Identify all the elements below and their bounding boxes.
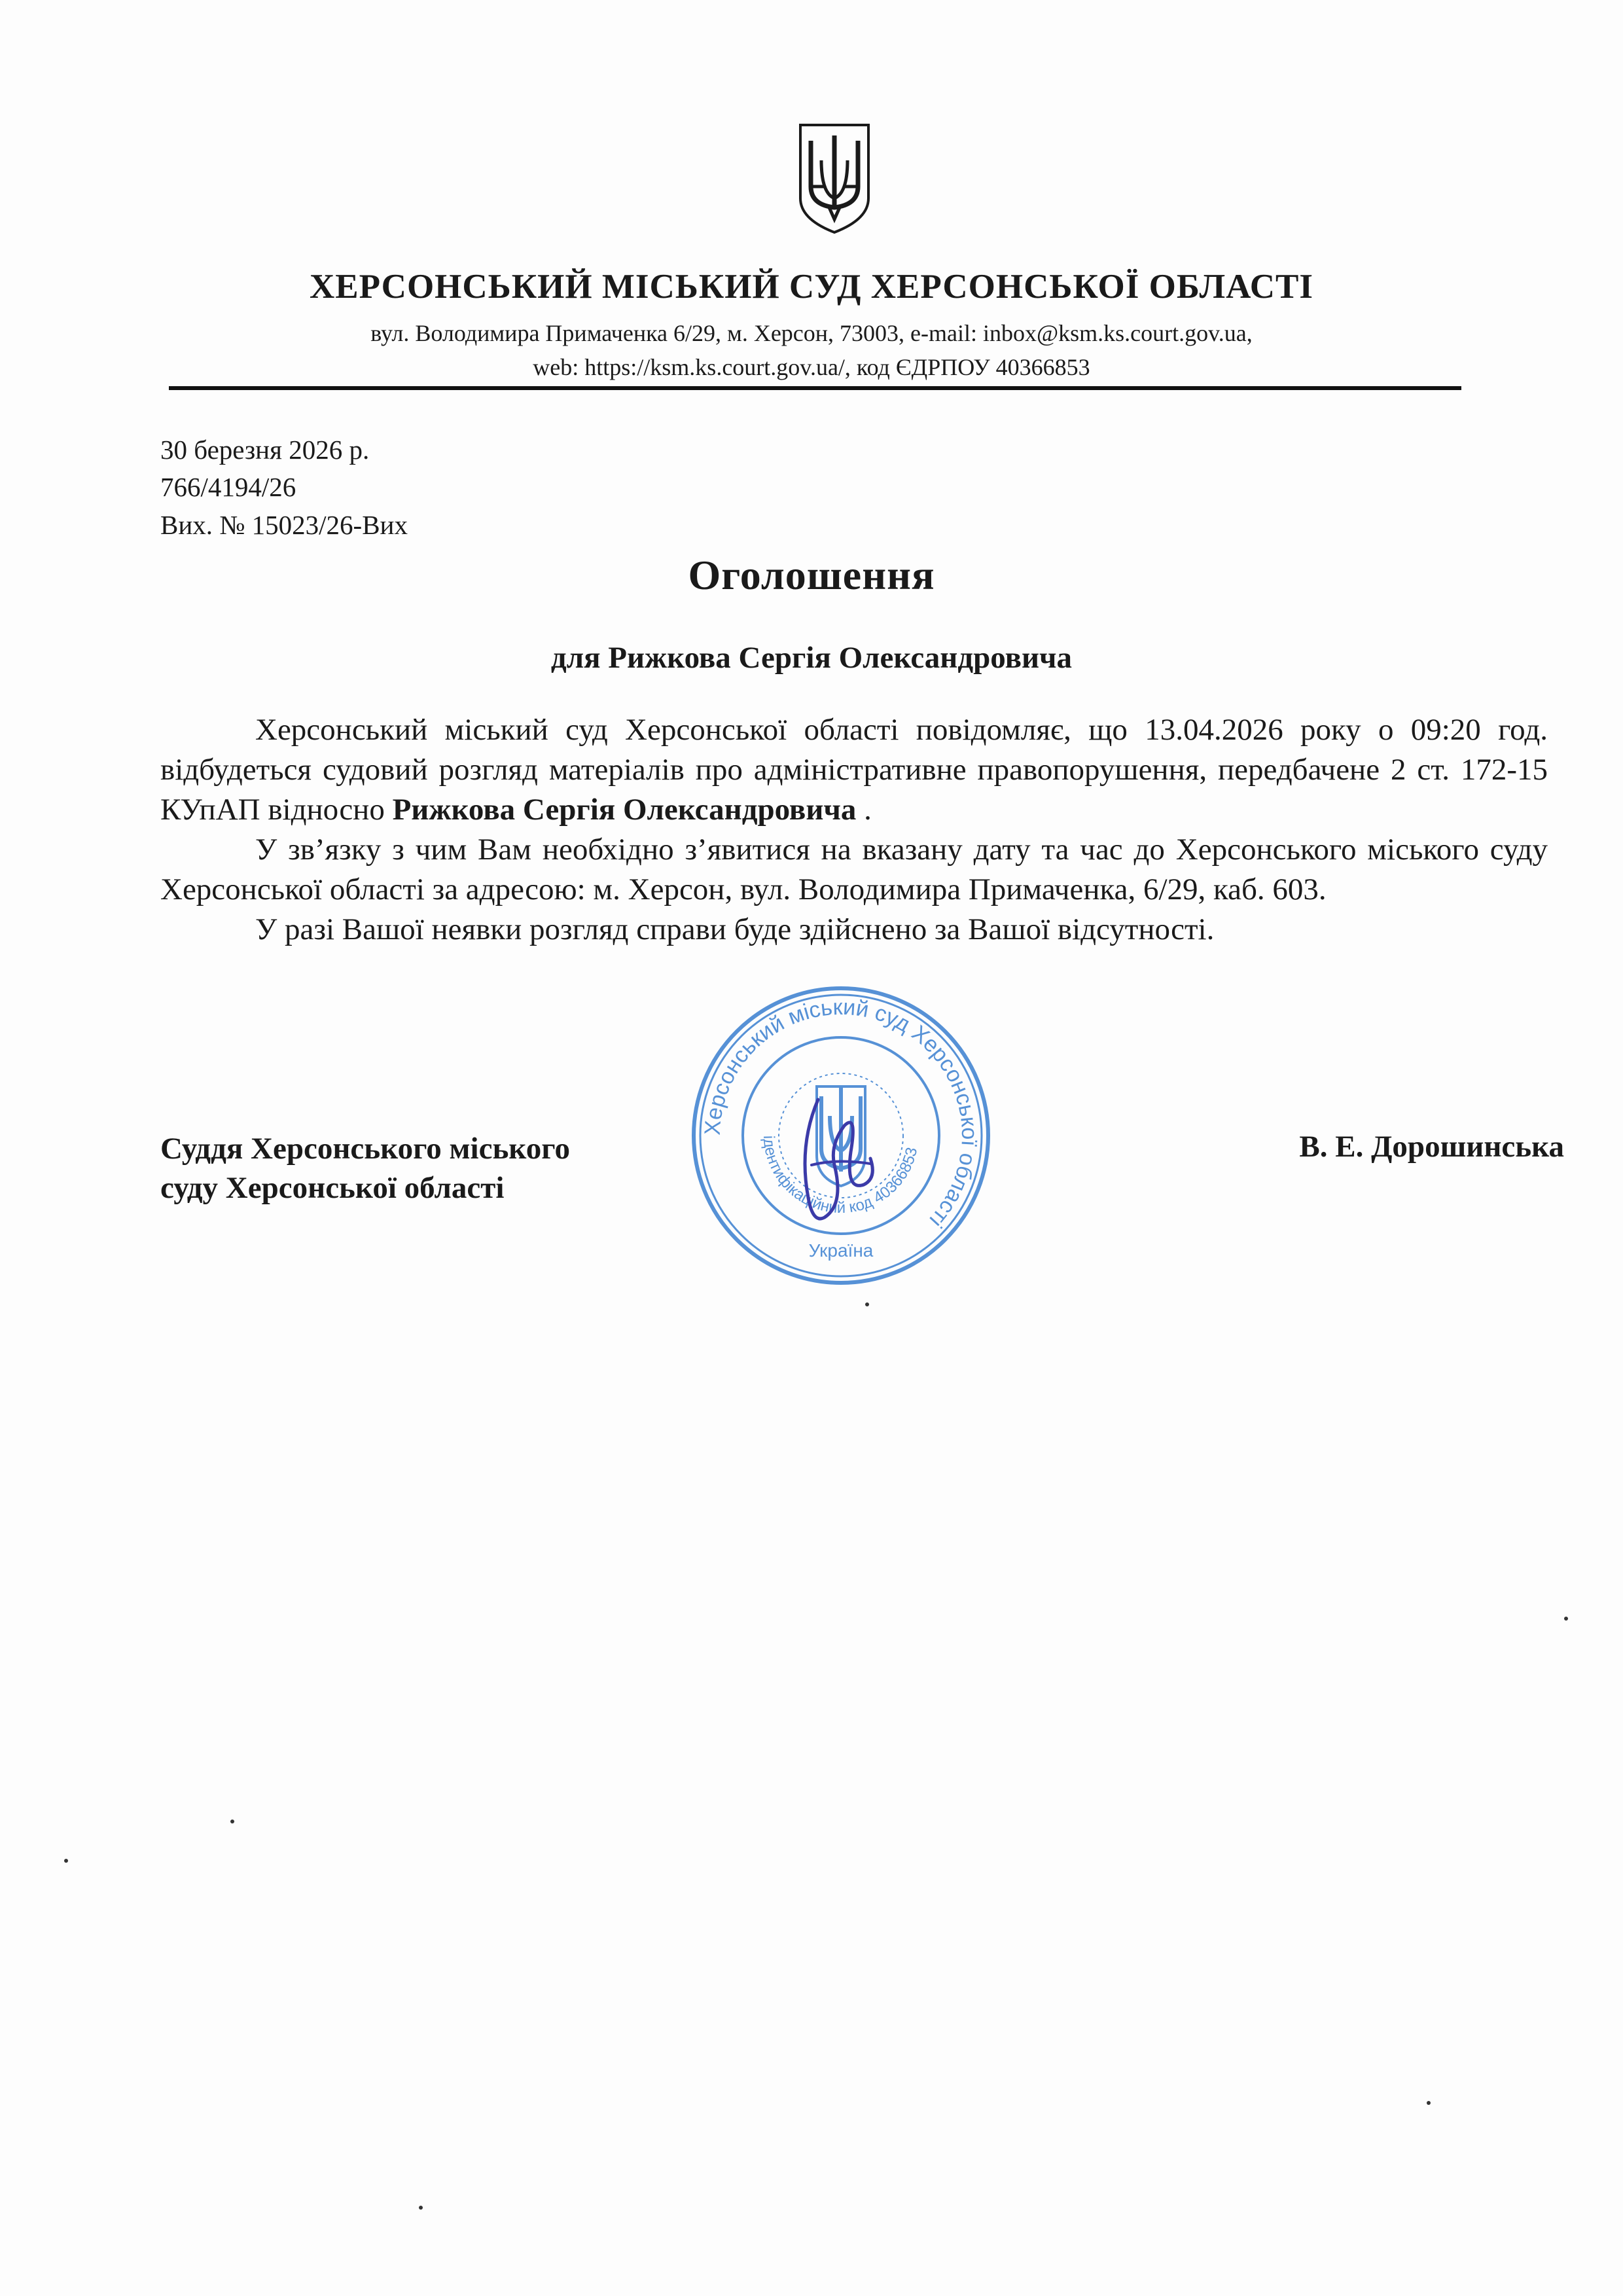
scan-speck (1427, 2101, 1431, 2105)
scan-speck (64, 1859, 68, 1863)
document-date: 30 березня 2026 р. (160, 435, 370, 465)
notice-body (160, 710, 1548, 950)
paragraph-1-end: . (856, 793, 872, 827)
trident-coat-of-arms-icon (795, 121, 874, 236)
stamp-outer-text: Херсонський міський суд Херсонської області (700, 994, 982, 1233)
stamp-country-text: Україна (808, 1240, 874, 1261)
notice-paragraph-1 (160, 710, 1548, 830)
paragraph-1-text: Херсонський міський суд Херсонської області повідомляє, що 13.04.2026 року о 09:20 год. відбудеться судовий розгляд матеріалів про адміністративне правопорушення, передбачене 2 ст. 172-15 КУпАП відносно (160, 713, 1548, 827)
judge-name: В. Е. Дорошинська (1299, 1130, 1564, 1164)
addressee-line: для Рижкова Сергія Олександровича (550, 641, 1073, 675)
court-name: ХЕРСОНСЬКИЙ МІСЬКИЙ СУД ХЕРСОНСЬКОЇ ОБЛАСТІ (310, 268, 1313, 306)
court-address: вул. Володимира Примаченка 6/29, м. Херсон, 73003, e-mail: inbox@ksm.ks.court.gov.ua, (370, 320, 1253, 346)
stamp-code-text: ідентифікаційний код 40366853 (759, 1135, 921, 1217)
case-number: 766/4194/26 (160, 472, 296, 502)
defendant-name: Рижкова Сергія Олександровича (392, 793, 857, 827)
document-title: Оголошення (688, 552, 935, 598)
court-web-and-code: web: https://ksm.ks.court.gov.ua/, код ЄДРПОУ 40366853 (533, 354, 1090, 380)
judge-position-line-1: Суддя Херсонського міського (160, 1132, 570, 1166)
handwritten-signature (772, 1086, 903, 1237)
scan-speck (865, 1302, 869, 1306)
judge-position-line-2: суду Херсонської області (160, 1171, 505, 1205)
judge-position (160, 1129, 570, 1208)
header-divider (169, 386, 1461, 390)
outgoing-number: Вих. № 15023/26-Вих (160, 510, 408, 540)
notice-paragraph-2: У зв’язку з чим Вам необхідно з’явитися на вказану дату та час до Херсонського міського суду Херсонської області за адресою: м. Херсон, вул. Володимира Примаченка, 6/29, каб. 603. (160, 833, 1548, 906)
scan-speck (1564, 1617, 1568, 1621)
notice-paragraph-3: У разі Вашої неявки розгляд справи буде здійснено за Вашої відсутності. (255, 912, 1215, 946)
scan-speck (419, 2206, 423, 2210)
scan-speck (230, 1820, 234, 1823)
